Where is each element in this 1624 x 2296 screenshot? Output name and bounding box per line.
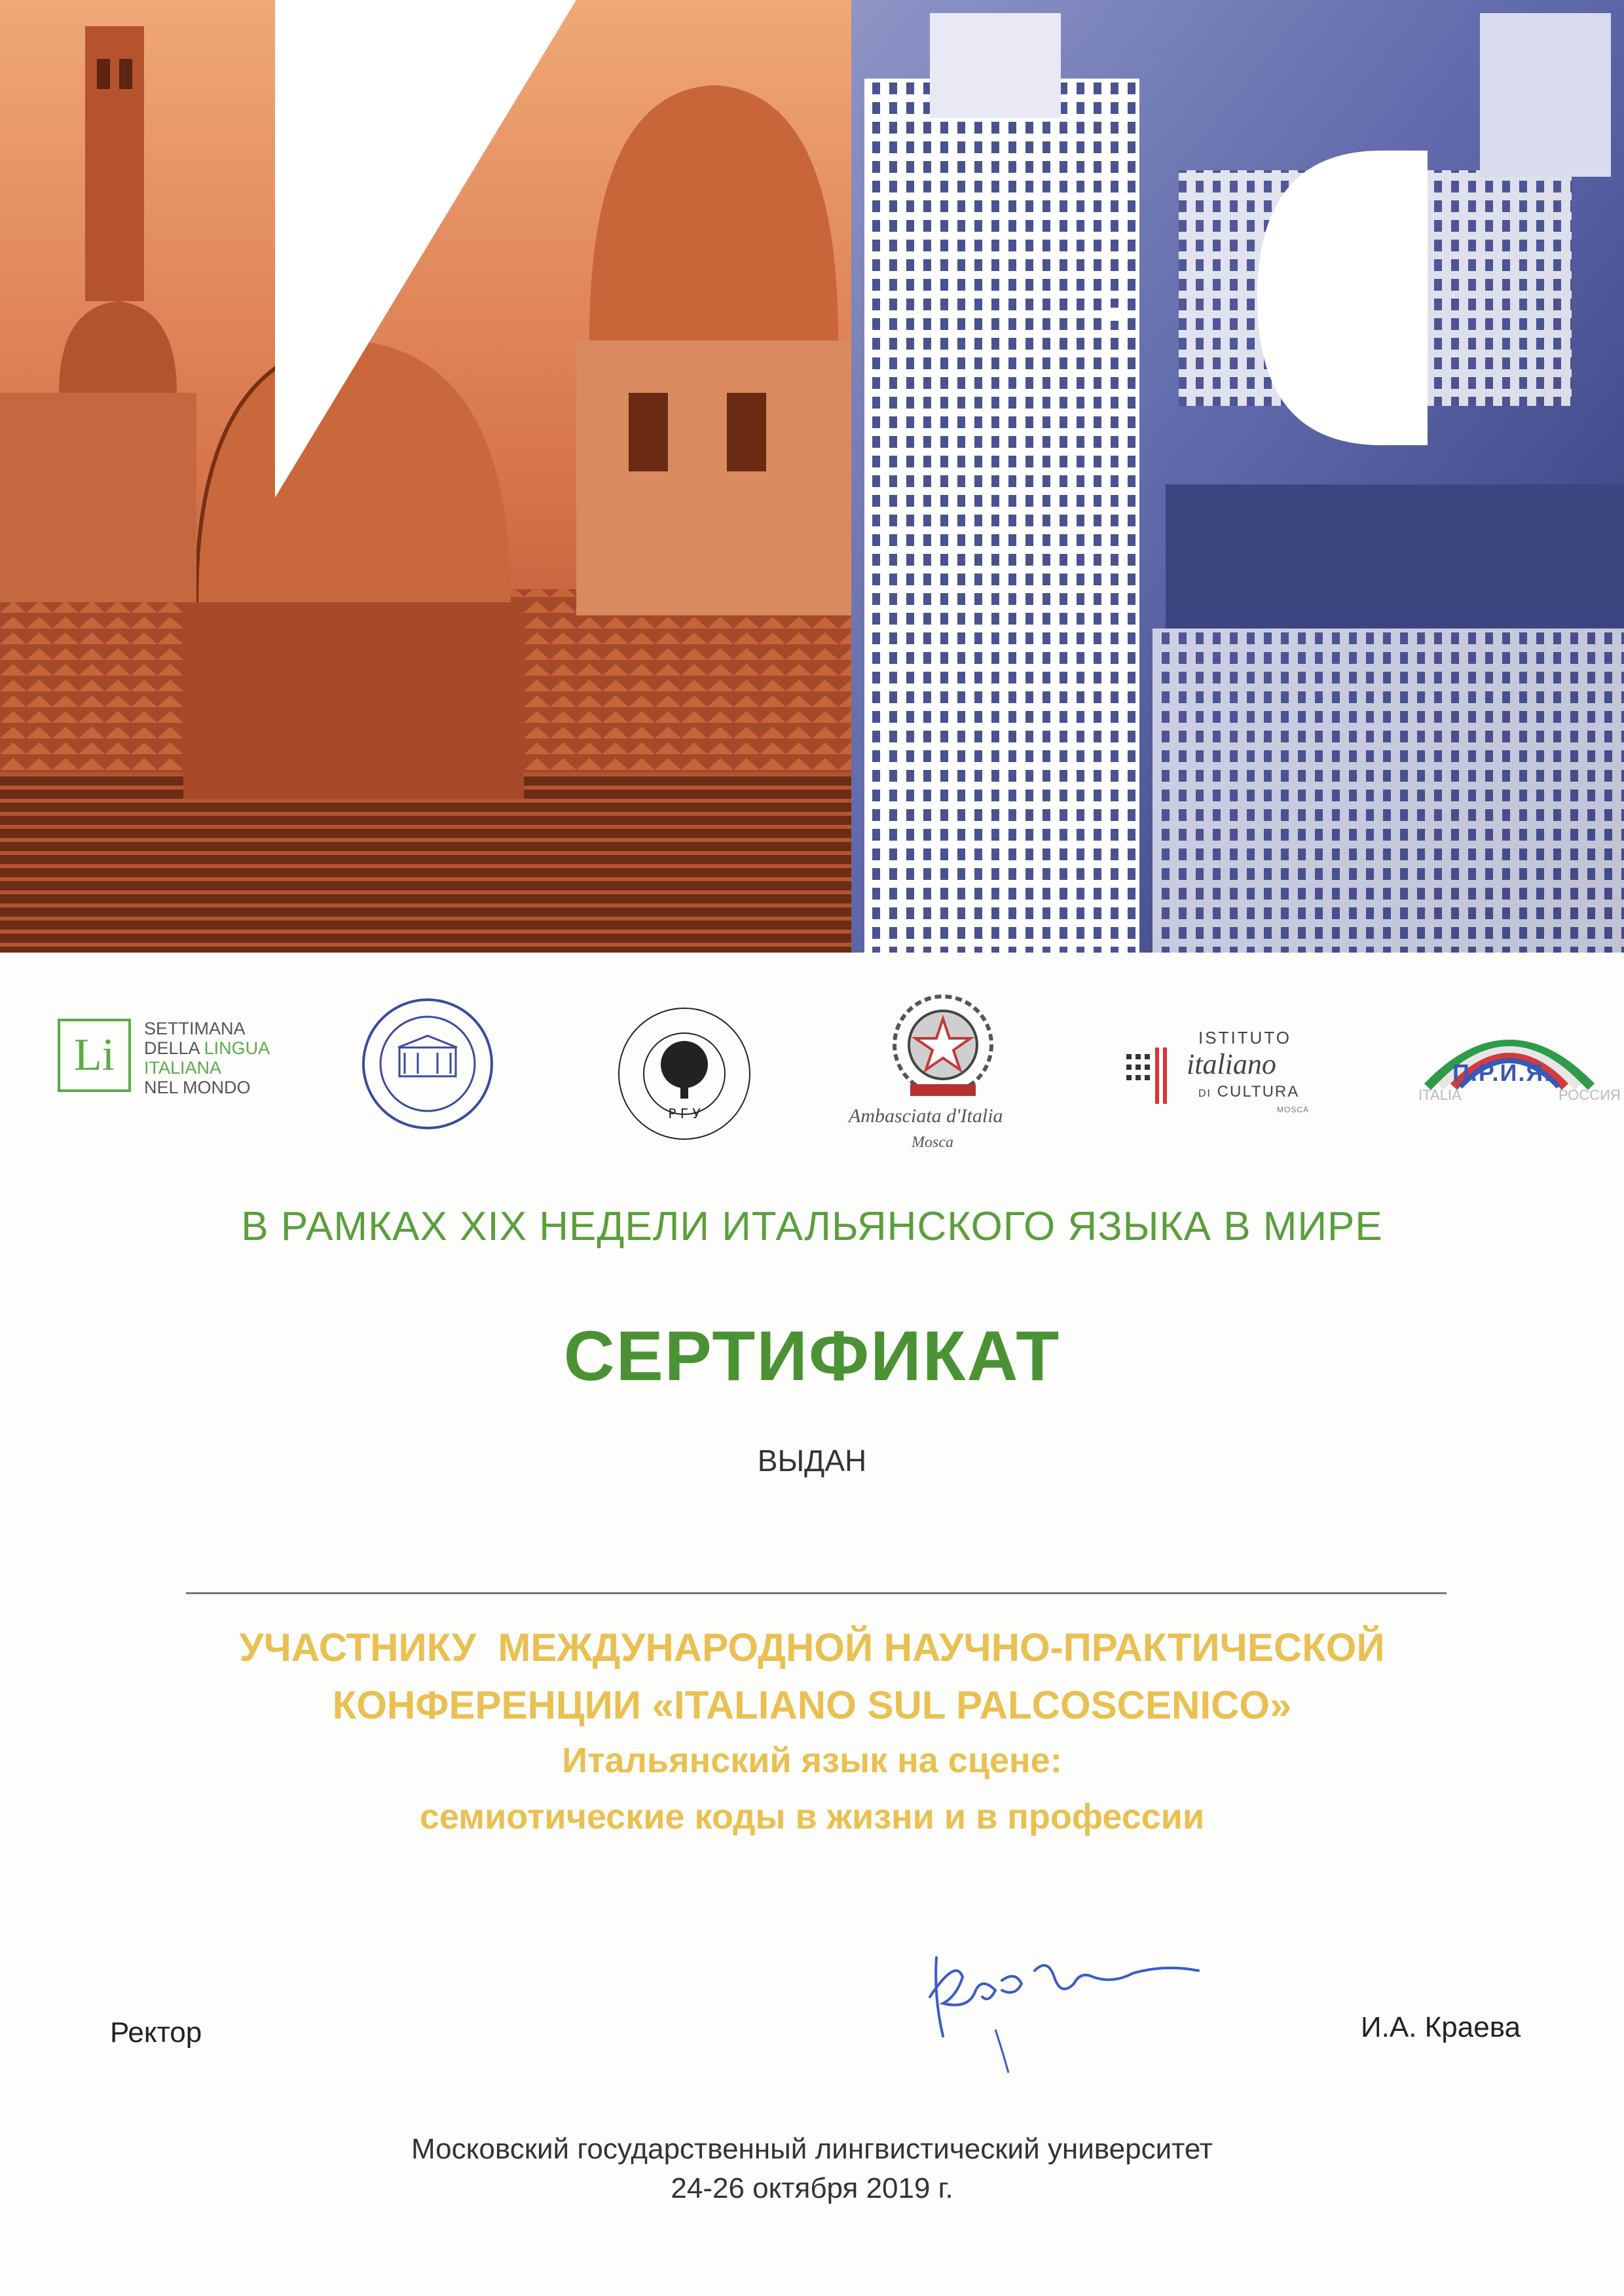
priya-right-word: РОССИЯ (1559, 1087, 1621, 1103)
italian-emblem-icon (884, 986, 1002, 1104)
italiana-line: ITALIANA (144, 1058, 222, 1078)
svg-text:Р Г У: Р Г У (668, 1106, 701, 1121)
li-logo-letter: Li (73, 1030, 115, 1080)
hero-collage (0, 0, 1624, 957)
mosca-word: MOSCA (1277, 1105, 1310, 1114)
signer-name: И.А. Краева (1361, 2011, 1521, 2043)
istituto-mark-icon (1126, 1041, 1192, 1106)
purpose-line-2: КОНФЕРЕНЦИИ «ITALIANO SUL PALCOSCENICO» (332, 1683, 1292, 1727)
rggu-seal-icon (612, 1002, 756, 1146)
handwritten-signature (917, 1918, 1218, 2075)
priya-left-word: ITALIA (1418, 1087, 1462, 1103)
mglu-seal-icon (359, 995, 496, 1133)
purpose-line-1: УЧАСТНИКУ МЕЖДУНАРОДНОЙ НАУЧНО-ПРАКТИЧЕСКОЙ (239, 1626, 1385, 1669)
embassy-city-caption: Mosca (912, 1134, 953, 1151)
istituto-word: ISTITUTO (1198, 1028, 1291, 1048)
nel-mondo-line: NEL MONDO (144, 1078, 251, 1097)
university-name: Московский государственный лингвистический университет (411, 2133, 1213, 2165)
recipient-line (186, 1592, 1447, 1594)
event-dates: 24-26 октября 2019 г. (671, 2172, 953, 2204)
della-lingua-line: DELLA LINGUA (144, 1038, 270, 1058)
istituto-italiano-logo (1126, 1028, 1323, 1113)
week-line: В РАМКАХ XIX НЕДЕЛИ ИТАЛЬЯНСКОГО ЯЗЫКА В МИРЕ (241, 1204, 1383, 1249)
certificate-title: СЕРТИФИКАТ (563, 1316, 1061, 1395)
embassy-caption: Ambasciata d'Italia (849, 1105, 1003, 1127)
li-logo-box (58, 1019, 131, 1092)
italiano-word: italiano (1187, 1048, 1276, 1080)
rector-label: Ректор (110, 2016, 202, 2049)
settimana-line: SETTIMANA (144, 1019, 246, 1038)
issued-label: ВЫДАН (757, 1444, 867, 1478)
partner-logos-row (0, 982, 1624, 1172)
priya-label: П.Р.И.Я. (1452, 1059, 1553, 1086)
settimana-logo-text (144, 1019, 270, 1097)
di-cultura-words: DI CULTURA (1198, 1083, 1300, 1101)
purpose-line-4: семиотические коды в жизни и в профессии (419, 1797, 1205, 1836)
purpose-line-3: Итальянский язык на сцене: (562, 1741, 1062, 1780)
